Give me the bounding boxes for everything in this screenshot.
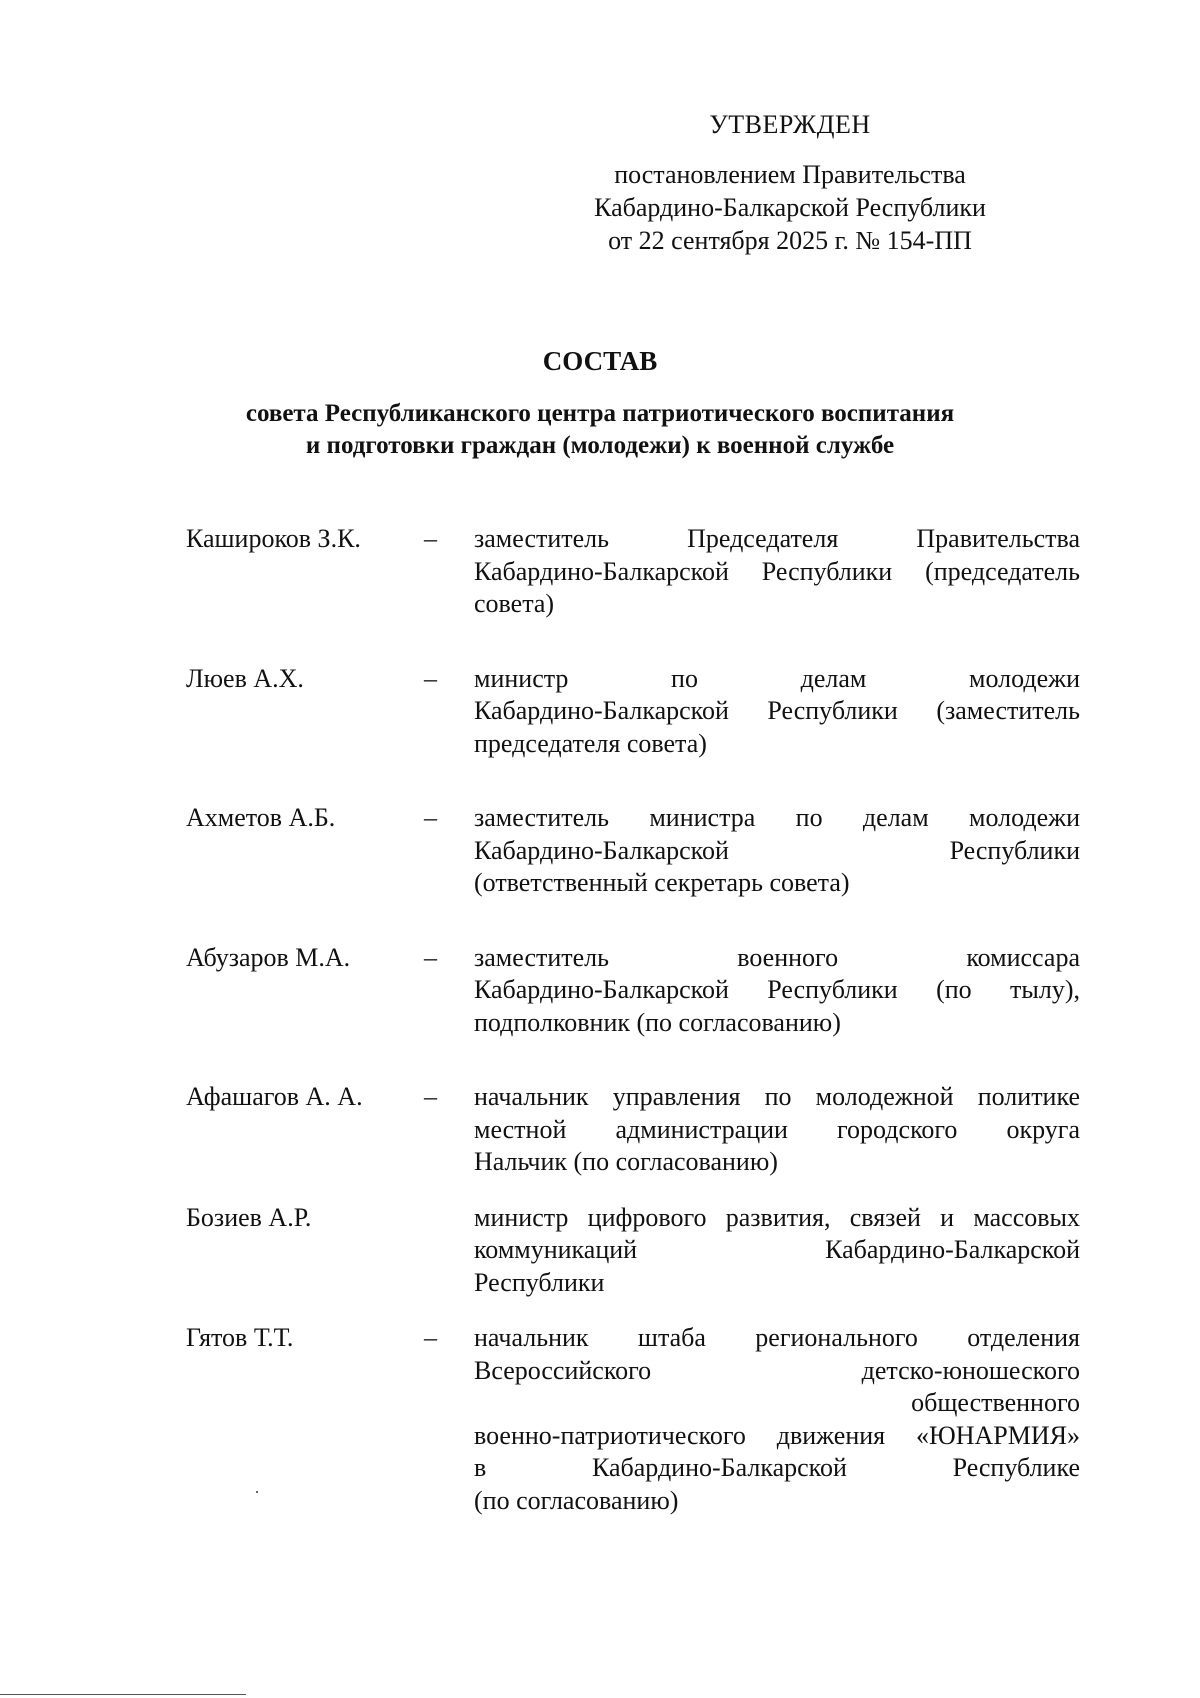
scan-speck <box>256 1491 258 1493</box>
position-line: председателя совета) <box>474 728 707 758</box>
member-row <box>186 942 1080 1040</box>
position-line: Всероссийского детско-юношеского <box>474 1355 1080 1385</box>
member-name: Ахметов А.Б. <box>186 803 336 832</box>
member-name: Бозиев А.Р. <box>186 1202 312 1232</box>
members-list <box>186 523 1080 1517</box>
member-dash: – <box>424 803 437 832</box>
position-line: коммуникаций Кабардино-Балкарской <box>474 1235 1080 1264</box>
member-position <box>474 663 1080 761</box>
position-line: общественного <box>911 1388 1080 1417</box>
position-line: заместитель военного комиссара <box>474 942 1080 972</box>
position-line: Кабардино-Балкарской Республики (заместитель <box>474 696 1080 725</box>
position-line: местной администрации городского округа <box>474 1114 1080 1144</box>
position-line: заместитель Председателя Правительства <box>474 524 1080 553</box>
position-line: Кабардино-Балкарской Республики (по тылу), <box>474 975 1080 1004</box>
position-line: начальник управления по молодежной политике <box>474 1082 1080 1111</box>
position-line: военно-патриотического движения «ЮНАРМИЯ» <box>474 1420 1080 1450</box>
page-subtitle <box>0 398 1200 462</box>
position-line: Республики <box>474 1267 605 1297</box>
position-line: в Кабардино-Балкарской Республике <box>474 1453 1080 1482</box>
member-dash: – <box>424 524 437 553</box>
member-name: Афашагов А. А. <box>186 1082 363 1111</box>
member-row <box>186 523 1080 621</box>
member-position <box>474 1322 1080 1517</box>
subtitle-line-2: и подготовки граждан (молодежи) к военной службе <box>305 432 895 459</box>
member-row <box>186 1081 1080 1179</box>
approval-line-3: от 22 сентября 2025 г. № 154-ПП <box>608 226 972 255</box>
position-line: (ответственный секретарь совета) <box>474 868 850 897</box>
approval-heading: УТВЕРЖДЕН <box>709 110 871 139</box>
position-line: министр цифрового развития, связей и массовых <box>474 1202 1080 1232</box>
scan-edge-line <box>0 1694 246 1695</box>
position-line: Кабардино-Балкарской Республики <box>474 835 1080 865</box>
member-name: Абузаров М.А. <box>186 942 351 972</box>
member-dash: – <box>424 1082 437 1111</box>
member-position <box>474 1202 1080 1300</box>
subtitle-line-1: совета Республиканского центра патриотического воспитания <box>245 400 955 427</box>
member-position <box>474 942 1080 1040</box>
member-dash: – <box>424 942 437 972</box>
approval-line-1: постановлением Правительства <box>614 160 966 189</box>
member-row <box>186 1322 1080 1517</box>
page-title: СОСТАВ <box>542 346 658 376</box>
position-line: (по согласованию) <box>474 1485 679 1515</box>
approval-line-2: Кабардино-Балкарской Республики <box>594 193 986 222</box>
member-position <box>474 802 1080 900</box>
approval-stamp <box>560 108 1020 257</box>
title-block <box>0 344 1200 462</box>
member-name: Гятов Т.Т. <box>186 1323 294 1352</box>
position-line: Кабардино-Балкарской Республики (председатель <box>474 556 1080 586</box>
position-line: подполковник (по согласованию) <box>474 1007 841 1037</box>
member-row <box>186 1202 1080 1300</box>
member-dash: – <box>424 1323 437 1352</box>
member-row <box>186 663 1080 761</box>
position-line: совета) <box>474 589 555 618</box>
member-position <box>474 523 1080 621</box>
position-line: министр по делам молодежи <box>474 663 1080 693</box>
member-row <box>186 802 1080 900</box>
position-line: Нальчик (по согласованию) <box>474 1147 778 1176</box>
member-name: Люев А.Х. <box>186 663 304 693</box>
member-dash: – <box>424 663 437 693</box>
member-position <box>474 1081 1080 1179</box>
position-line: заместитель министра по делам молодежи <box>474 803 1080 832</box>
member-name: Кашироков З.К. <box>186 524 361 553</box>
position-line: начальник штаба регионального отделения <box>474 1323 1080 1352</box>
